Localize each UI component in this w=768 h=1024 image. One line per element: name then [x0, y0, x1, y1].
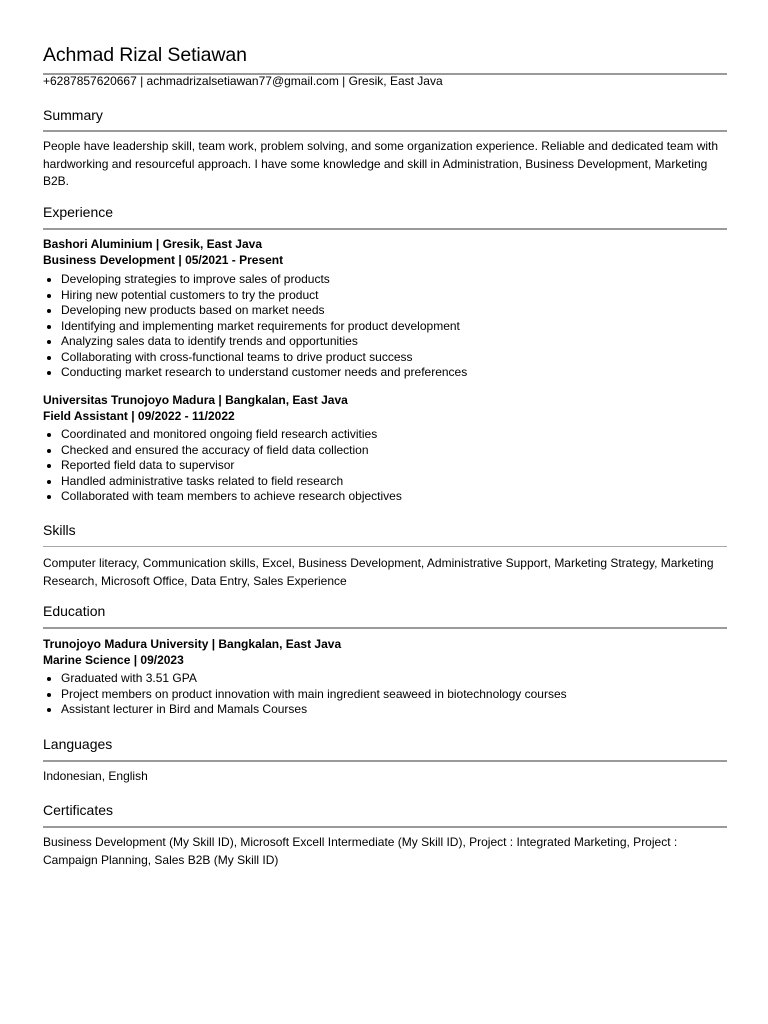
job-bullet: • Conducting market research to understand customer needs and preferences [61, 365, 727, 381]
certificates-divider [43, 826, 727, 828]
education-bullet: • Assistant lecturer in Bird and Mamals Courses [61, 702, 727, 718]
job-bullet: • Identifying and implementing market requirements for product development [61, 319, 727, 335]
skills-divider [43, 546, 727, 547]
summary-heading: Summary [43, 107, 103, 123]
job-bullet: • Checked and ensured the accuracy of field data collection [61, 443, 727, 459]
skills-text: Computer literacy, Communication skills, Excel, Business Development, Administrative Support, Marketing Strategy, Marketing Research, Microsoft Office, Data Entry, Sales Experience [43, 556, 714, 588]
job-bullet: • Analyzing sales data to identify trends and opportunities [61, 334, 727, 350]
education-school: Trunojoyo Madura University | Bangkalan, East Java [43, 637, 342, 651]
job-bullets [43, 427, 727, 505]
contact-line: +6287857620667 | achmadrizalsetiawan77@gmail.com | Gresik, East Java [43, 74, 443, 88]
experience-divider [43, 228, 727, 230]
education-degree: Marine Science | 09/2023 [43, 653, 184, 667]
education-bullets [43, 671, 727, 718]
job-bullet: • Collaborated with team members to achieve research objectives [61, 489, 727, 505]
languages-text: Indonesian, English [43, 769, 148, 783]
summary-divider [43, 130, 727, 132]
experience-heading: Experience [43, 204, 114, 220]
job-bullet: • Coordinated and monitored ongoing field research activities [61, 427, 727, 443]
job-bullet: • Collaborating with cross-functional teams to drive product success [61, 350, 727, 366]
certificates-text: Business Development (My Skill ID), Microsoft Excell Intermediate (My Skill ID), Project : Integrated Marketing, Project : Campaign Planning, Sales B2B (My Skill ID) [43, 835, 678, 867]
languages-heading: Languages [43, 736, 113, 752]
job-bullet: • Hiring new potential customers to try the product [61, 288, 727, 304]
job-bullet: • Reported field data to supervisor [61, 458, 727, 474]
certificates-heading: Certificates [43, 802, 114, 818]
job-bullet: • Developing new products based on market needs [61, 303, 727, 319]
candidate-name: Achmad Rizal Setiawan [43, 44, 247, 66]
education-bullet: • Graduated with 3.51 GPA [61, 671, 727, 687]
education-divider [43, 627, 727, 629]
job-company: Bashori Aluminium | Gresik, East Java [43, 237, 262, 251]
job-bullet: • Developing strategies to improve sales of products [61, 272, 727, 288]
education-bullet: • Project members on product innovation with main ingredient seaweed in biotechnology courses [61, 687, 727, 703]
job-role: Business Development | 05/2021 - Present [43, 253, 284, 267]
languages-divider [43, 760, 727, 762]
job-role: Field Assistant | 09/2022 - 11/2022 [43, 409, 235, 423]
job-company: Universitas Trunojoyo Madura | Bangkalan, East Java [43, 393, 348, 407]
skills-heading: Skills [43, 522, 76, 538]
education-heading: Education [43, 603, 106, 619]
summary-text: People have leadership skill, team work, problem solving, and some organization experience. Reliable and dedicated team with hardworking and resourceful approach. I have some knowledge and skill in Administration, Business Development, Marketing B2B. [43, 139, 719, 188]
job-bullets [43, 272, 727, 381]
job-bullet: • Handled administrative tasks related to field research [61, 474, 727, 490]
